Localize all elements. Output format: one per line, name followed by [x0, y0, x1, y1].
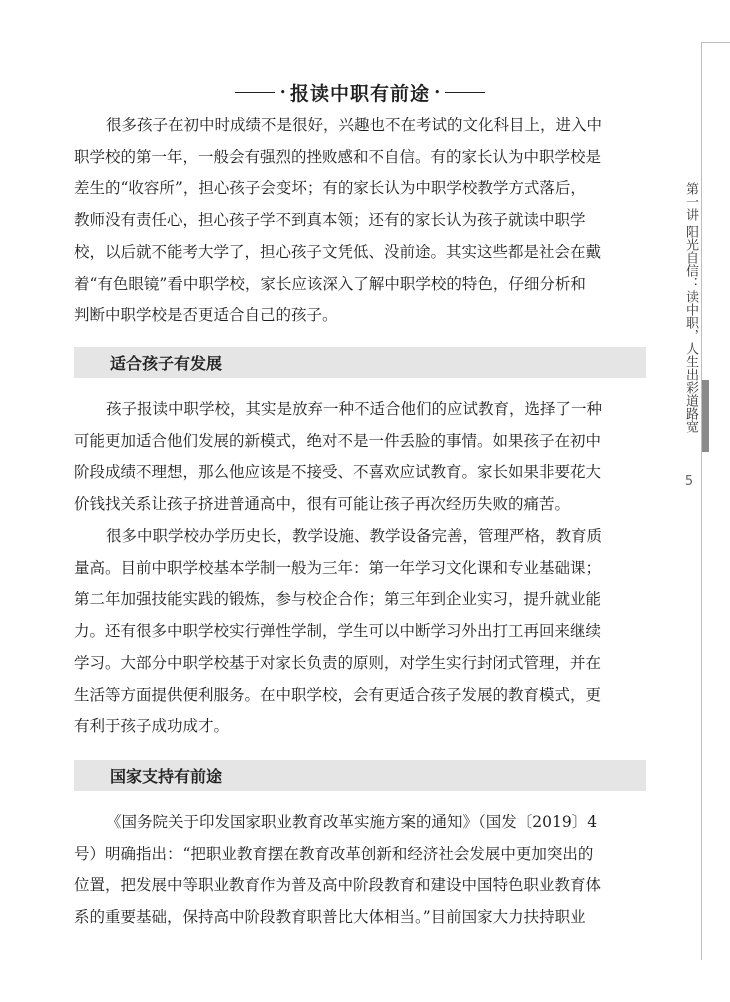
intro-paragraph	[74, 110, 648, 332]
text-line: 号）明确指出：“把职业教育摆在教育改革创新和经济社会发展中更加突出的	[74, 844, 594, 863]
text-line: 很多孩子在初中时成绩不是很好，兴趣也不在考试的文化科目上，进入中	[106, 116, 603, 134]
text-line: 力。还有很多中职学校实行弹性学制，学生可以中断学习外出打工再回来继续	[74, 622, 602, 641]
section-heading-bar-2	[74, 760, 646, 791]
title-right-dot: •	[434, 85, 441, 99]
section1-paragraph-1	[74, 394, 648, 521]
text-line: 阶段成绩不理想，那么他应该是不接受、不喜欢应试教育。家长如果非要花大	[74, 463, 602, 482]
page-number: 5	[684, 474, 694, 489]
page-edge-top-line	[701, 42, 730, 43]
text-line: 有利于孩子成功成才。	[74, 717, 230, 736]
text-line: 很多中职学校办学历史长，教学设施、教学设备完善，管理严格，教育质	[106, 527, 603, 545]
page-title-row	[230, 79, 490, 105]
section-heading-1: 适合孩子有发展	[110, 354, 223, 373]
section-heading-bar-1	[74, 347, 646, 378]
text-line: 教师没有责任心，担心孩子学不到真本领；还有的家长认为孩子就读中职学	[74, 211, 586, 230]
page-title: 报读中职有前途	[289, 82, 430, 105]
text-line: 量高。目前中职学校基本学制一般为三年：第一年学习文化课和专业基础课；	[74, 558, 602, 577]
text-line: 系的重要基础，保持高中阶段教育职普比大体相当。”目前国家大力扶持职业	[74, 908, 586, 927]
text-line: 孩子报读中职学校，其实是放弃一种不适合他们的应试教育，选择了一种	[106, 400, 603, 418]
section1-paragraph-2	[74, 521, 648, 743]
text-line: 《国务院关于印发国家职业教育改革实施方案的通知》（国发〔2019〕4	[106, 813, 598, 831]
section2-paragraph-1	[74, 807, 648, 934]
text-line: 位置，把发展中等职业教育作为普及高中阶段教育和建设中国特色职业教育体	[74, 876, 602, 895]
text-line: 学习。大部分中职学校基于对家长负责的原则，对学生实行封闭式管理，并在	[74, 653, 602, 672]
text-line: 生活等方面提供便利服务。在中职学校，会有更适合孩子发展的教育模式，更	[74, 685, 602, 704]
title-left-dot: •	[279, 85, 286, 99]
text-line: 校，以后就不能考大学了，担心孩子文凭低、没前途。其实这些都是社会在戴	[74, 242, 602, 261]
chapter-progress-marker	[702, 380, 709, 452]
text-line: 差生的“收容所”，担心孩子会变坏；有的家长认为中职学校教学方式落后，	[74, 179, 586, 198]
text-line: 职学校的第一年，一般会有强烈的挫败感和不自信。有的家长认为中职学校是	[74, 147, 602, 166]
title-right-rule	[445, 92, 485, 93]
text-line: 着“有色眼镜”看中职学校，家长应该深入了解中职学校的特色，仔细分析和	[74, 274, 586, 293]
text-line: 第二年加强技能实践的锻炼，参与校企合作；第三年到企业实习，提升就业能	[74, 590, 602, 609]
text-line: 可能更加适合他们发展的新模式，绝对不是一件丢脸的事情。如果孩子在初中	[74, 431, 602, 450]
page-edge-line	[701, 42, 702, 960]
text-line: 判断中职学校是否更适合自己的孩子。	[74, 306, 338, 325]
chapter-side-label: 第一讲 阳光自信：读中职，人生出彩道路宽	[683, 182, 698, 434]
text-line: 价钱找关系让孩子挤进普通高中，很有可能让孩子再次经历失败的痛苦。	[74, 495, 571, 514]
section-heading-2: 国家支持有前途	[110, 767, 223, 786]
title-left-rule	[235, 92, 275, 93]
